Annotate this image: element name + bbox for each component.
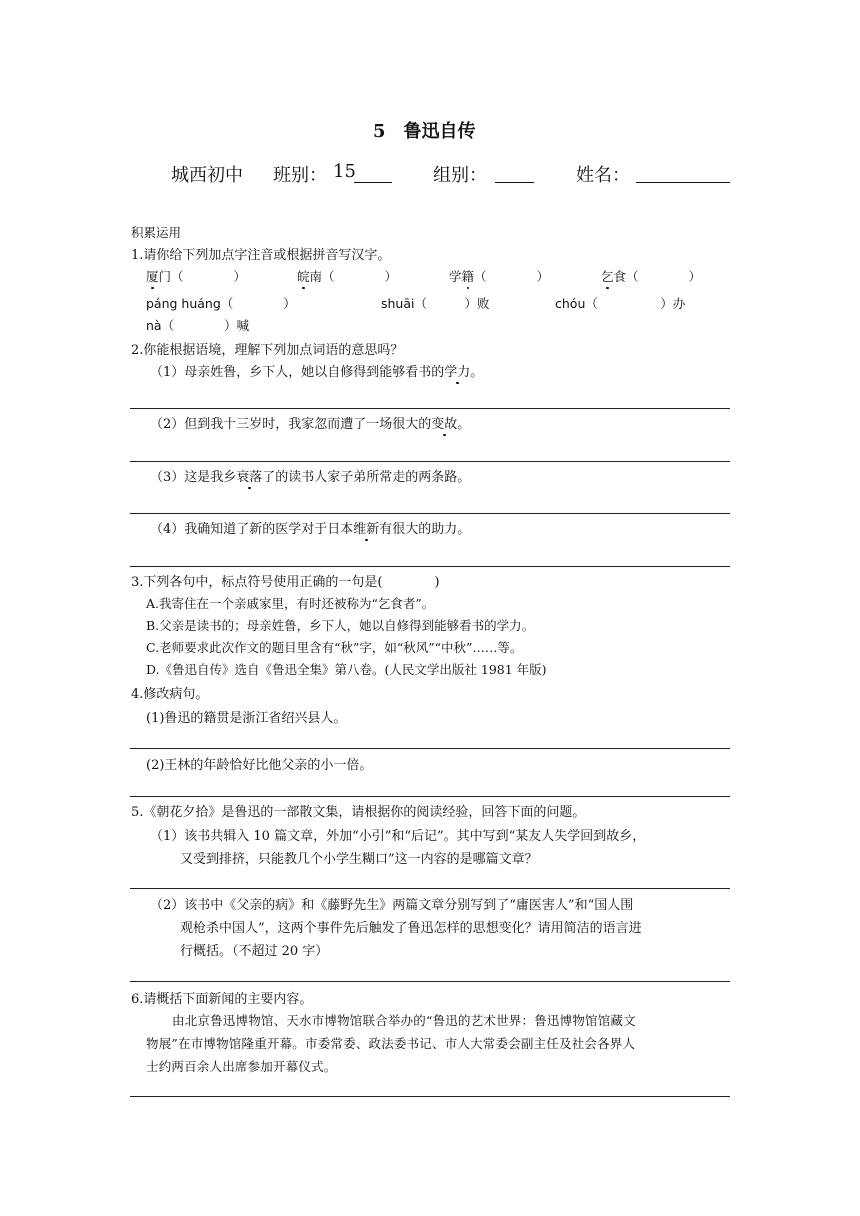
q5-item-2-line-1: （2）该书中《父亲的病》和《藤野先生》两篇文章分别写到了“庸医害人”和“国人围 — [150, 898, 634, 913]
q1-item-chou: chóu（ ）办 — [555, 296, 686, 311]
q5-item-2-line-2: 观枪杀中国人”，这两个事件先后触发了鲁迅怎样的思想变化？请用简洁的语言进 — [180, 921, 642, 936]
dotted-word: 维新 — [353, 518, 379, 537]
q4-prompt: 4.修改病句。 — [131, 687, 209, 702]
q1-prompt: 1.请你给下列加点字注音或根据拼音写汉字。 — [131, 248, 391, 263]
q5-item-1-line-1: （1）该书共辑入 10 篇文章，外加“小引”和“后记”。其中写到“某友人失学回到故乡， — [150, 829, 646, 844]
q1-item-shuai: shuāi（ ）败 — [381, 296, 490, 311]
school-name: 城西初中 — [171, 165, 243, 186]
q6-news-line-2: 物展”在市博物馆隆重开幕。市委常委、政法委书记、市人大常委会副主任及社会各界人 — [146, 1036, 636, 1051]
class-blank[interactable] — [354, 182, 392, 183]
class-value: 15 — [333, 161, 356, 182]
group-blank[interactable] — [495, 182, 534, 183]
q4-item-2: (2)王林的年龄恰好比他父亲的小一倍。 — [146, 758, 373, 773]
answer-line[interactable] — [130, 566, 730, 567]
name-label: 姓名： — [576, 165, 630, 186]
q1-item-xueji: 学籍（ ） — [449, 269, 550, 284]
q2-item-3: （3）这是我乡衰落了的读书人家子弟所常走的两条路。 — [150, 466, 470, 485]
q1-item-wannan: 皖南（ ） — [297, 269, 398, 284]
dotted-word: 变故 — [431, 413, 457, 432]
answer-line[interactable] — [130, 981, 730, 982]
section-label: 积累运用 — [131, 225, 182, 240]
q3-prompt: 3.下列各句中，标点符号使用正确的一句是( ) — [131, 575, 440, 590]
dotted-char: 籍 — [461, 269, 475, 284]
q2-item-4: （4）我确知道了新的医学对于日本维新有很大的助力。 — [150, 518, 470, 537]
answer-line[interactable] — [130, 461, 730, 462]
q3-option-d: D.《鲁迅自传》选自《鲁迅全集》第八卷。(人民文学出版社 1981 年版) — [146, 662, 547, 677]
q2-item-1: （1）母亲姓鲁，乡下人，她以自修得到能够看书的学力。 — [150, 361, 483, 380]
q1-item-panghuang: páng huáng（ ） — [146, 296, 296, 311]
class-label: 班别： — [273, 165, 327, 186]
name-blank[interactable] — [636, 182, 730, 183]
answer-line[interactable] — [130, 513, 730, 514]
q5-item-1-line-2: 又受到排挤，只能教几个小学生糊口”这一内容的是哪篇文章？ — [180, 852, 538, 867]
answer-line[interactable] — [130, 796, 730, 797]
answer-line[interactable] — [130, 408, 730, 409]
dotted-char: 乞 — [601, 269, 614, 284]
q6-prompt: 6.请概括下面新闻的主要内容。 — [131, 992, 313, 1007]
answer-line[interactable] — [130, 888, 730, 889]
q1-item-xiamen: 厦门（ ） — [146, 269, 247, 284]
q3-option-a: A.我寄住在一个亲戚家里，有时还被称为“乞食者”。 — [146, 596, 435, 611]
q2-item-2: （2）但到我十三岁时，我家忽而遭了一场很大的变故。 — [150, 413, 470, 432]
q6-news-line-3: 士约两百余人出席参加开幕仪式。 — [146, 1059, 337, 1074]
dotted-word: 学力 — [444, 361, 470, 380]
q6-news-line-1: 由北京鲁迅博物馆、天水市博物馆联合举办的“鲁迅的艺术世界：鲁迅博物馆馆藏文 — [172, 1013, 636, 1028]
q3-option-c: C.老师要求此次作文的题目里含有“秋”字，如“秋风”“中秋”……等。 — [146, 640, 523, 655]
q5-prompt: 5.《朝花夕拾》是鲁迅的一部散文集，请根据你的阅读经验，回答下面的问题。 — [131, 805, 586, 820]
q5-item-2-line-3: 行概括。（不超过 20 字） — [180, 944, 329, 959]
q2-prompt: 2.你能根据语境，理解下列加点词语的意思吗？ — [131, 343, 404, 358]
answer-line[interactable] — [130, 1096, 730, 1097]
q4-item-1: (1)鲁迅的籍贯是浙江省绍兴县人。 — [146, 711, 347, 726]
group-label: 组别： — [433, 165, 487, 186]
answer-line[interactable] — [130, 748, 730, 749]
dotted-word: 衰落 — [236, 466, 262, 485]
dotted-char: 皖 — [297, 269, 310, 284]
q3-option-b: B.父亲是读书的；母亲姓鲁，乡下人，她以自修得到能够看书的学力。 — [146, 618, 535, 633]
page-title: 5 鲁迅自传 — [373, 121, 476, 142]
dotted-char: 厦 — [146, 269, 159, 284]
q1-item-qishi: 乞食（ ） — [601, 269, 702, 284]
q1-item-na: nà（ ）喊 — [146, 318, 250, 333]
